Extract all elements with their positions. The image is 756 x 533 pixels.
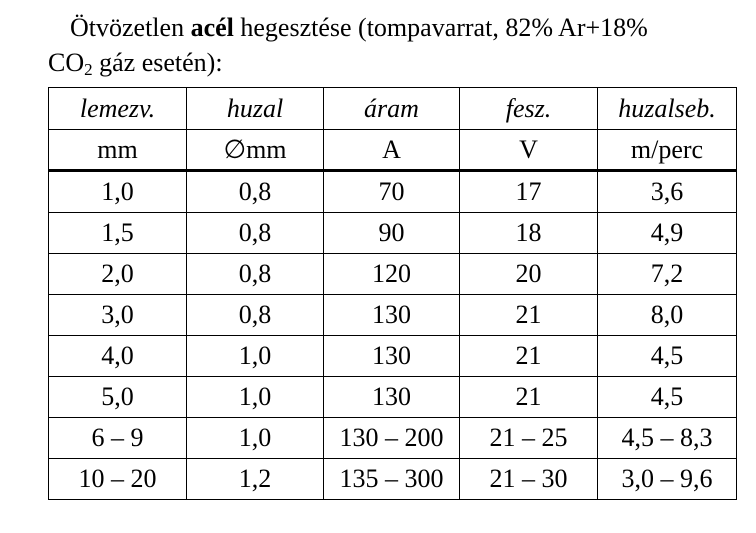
table-cell: 1,2 bbox=[187, 459, 324, 500]
caption-line-2 bbox=[48, 45, 738, 80]
table-cell: 130 bbox=[324, 377, 460, 418]
caption-gas-subscript: 2 bbox=[84, 60, 93, 79]
welding-parameters-table bbox=[48, 87, 737, 500]
unit-cell-wire: ∅mm bbox=[187, 130, 324, 171]
table-cell: 3,0 bbox=[49, 295, 187, 336]
unit-cell-voltage: V bbox=[460, 130, 598, 171]
table-row bbox=[49, 459, 737, 500]
table-cell: 3,0 – 9,6 bbox=[598, 459, 737, 500]
header-cell-voltage: fesz. bbox=[460, 88, 598, 130]
table-cell: 120 bbox=[324, 254, 460, 295]
table-cell: 21 – 25 bbox=[460, 418, 598, 459]
table-caption bbox=[48, 10, 738, 80]
table-cell: 130 – 200 bbox=[324, 418, 460, 459]
table-cell: 3,6 bbox=[598, 171, 737, 213]
table-cell: 18 bbox=[460, 213, 598, 254]
table-cell: 21 bbox=[460, 377, 598, 418]
caption-gas: CO bbox=[48, 48, 85, 77]
header-cell-wire: huzal bbox=[187, 88, 324, 130]
caption-bold-word: acél bbox=[190, 13, 234, 42]
header-row-units bbox=[49, 130, 737, 171]
table-cell: 4,5 – 8,3 bbox=[598, 418, 737, 459]
table-cell: 90 bbox=[324, 213, 460, 254]
table-cell: 20 bbox=[460, 254, 598, 295]
table-cell: 135 – 300 bbox=[324, 459, 460, 500]
table-cell: 4,5 bbox=[598, 336, 737, 377]
header-row-names bbox=[49, 88, 737, 130]
table-cell: 6 – 9 bbox=[49, 418, 187, 459]
unit-cell-current: A bbox=[324, 130, 460, 171]
table-row bbox=[49, 171, 737, 213]
table-cell: 0,8 bbox=[187, 213, 324, 254]
table-cell: 8,0 bbox=[598, 295, 737, 336]
header-cell-sheet-thickness: lemezv. bbox=[49, 88, 187, 130]
unit-cell-wire-speed: m/perc bbox=[598, 130, 737, 171]
table-body bbox=[49, 171, 737, 500]
table-row bbox=[49, 418, 737, 459]
table-cell: 2,0 bbox=[49, 254, 187, 295]
table-cell: 17 bbox=[460, 171, 598, 213]
table-row bbox=[49, 336, 737, 377]
table-cell: 5,0 bbox=[49, 377, 187, 418]
table-row bbox=[49, 295, 737, 336]
table-cell: 1,0 bbox=[49, 171, 187, 213]
caption-suffix: gáz esetén): bbox=[92, 48, 223, 77]
table-cell: 0,8 bbox=[187, 295, 324, 336]
table-cell: 130 bbox=[324, 295, 460, 336]
table-cell: 4,9 bbox=[598, 213, 737, 254]
table-cell: 1,5 bbox=[49, 213, 187, 254]
table-cell: 0,8 bbox=[187, 254, 324, 295]
table-cell: 21 bbox=[460, 336, 598, 377]
unit-cell-sheet-thickness: mm bbox=[49, 130, 187, 171]
table-cell: 10 – 20 bbox=[49, 459, 187, 500]
table-cell: 7,2 bbox=[598, 254, 737, 295]
table-cell: 0,8 bbox=[187, 171, 324, 213]
table-row bbox=[49, 254, 737, 295]
table-cell: 1,0 bbox=[187, 336, 324, 377]
table-cell: 1,0 bbox=[187, 418, 324, 459]
caption-middle: hegesztése (tompavarrat, 82% Ar+18% bbox=[233, 13, 648, 42]
table-row bbox=[49, 213, 737, 254]
caption-prefix: Ötvözetlen bbox=[70, 13, 191, 42]
table-row bbox=[49, 377, 737, 418]
table-header bbox=[49, 88, 737, 171]
caption-line-1 bbox=[48, 10, 738, 45]
table-cell: 21 – 30 bbox=[460, 459, 598, 500]
table-cell: 1,0 bbox=[187, 377, 324, 418]
header-cell-current: áram bbox=[324, 88, 460, 130]
table-cell: 70 bbox=[324, 171, 460, 213]
table-cell: 4,5 bbox=[598, 377, 737, 418]
table-cell: 130 bbox=[324, 336, 460, 377]
table-cell: 21 bbox=[460, 295, 598, 336]
header-cell-wire-speed: huzalseb. bbox=[598, 88, 737, 130]
table-cell: 4,0 bbox=[49, 336, 187, 377]
